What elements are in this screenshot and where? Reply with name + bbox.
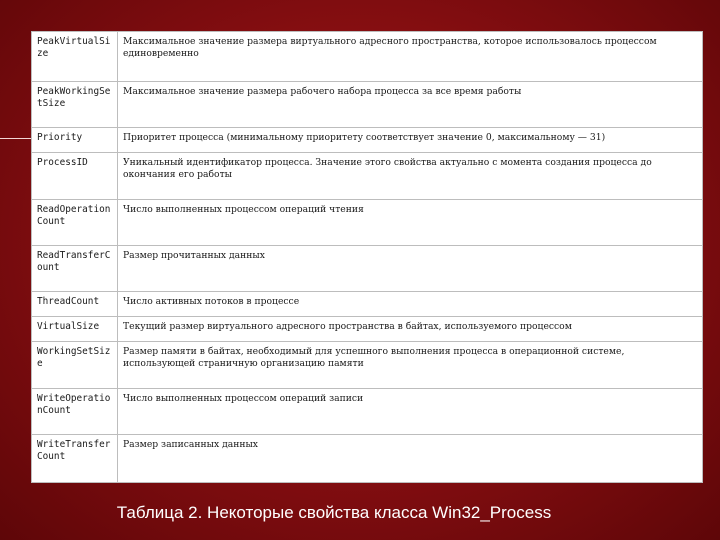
property-name-cell: ReadOperationCount (32, 200, 118, 246)
property-description-cell: Приоритет процесса (минимальному приоритету соответствует значение 0, максимальному — 31) (118, 128, 703, 153)
table-row (32, 317, 703, 342)
property-name-cell: PeakVirtualSize (32, 32, 118, 82)
table-row (32, 342, 703, 389)
properties-table (31, 31, 703, 483)
table-row (32, 128, 703, 153)
property-name-cell: Priority (32, 128, 118, 153)
property-description-cell: Число активных потоков в процессе (118, 292, 703, 317)
property-name-cell: ThreadCount (32, 292, 118, 317)
property-description-cell: Текущий размер виртуального адресного пространства в байтах, используемого процессом (118, 317, 703, 342)
property-description-cell: Максимальное значение размера рабочего набора процесса за все время работы (118, 82, 703, 128)
table-row (32, 82, 703, 128)
property-name-cell: ProcessID (32, 153, 118, 200)
table-row (32, 246, 703, 292)
property-name-cell: WriteTransferCount (32, 435, 118, 483)
table-row (32, 200, 703, 246)
property-name-cell: PeakWorkingSetSize (32, 82, 118, 128)
property-description-cell: Максимальное значение размера виртуального адресного пространства, которое использовалось процессом единовременно (118, 32, 703, 82)
property-description-cell: Число выполненных процессом операций чтения (118, 200, 703, 246)
table-row (32, 32, 703, 82)
property-name-cell: WorkingSetSize (32, 342, 118, 389)
table-row (32, 389, 703, 435)
property-name-cell: ReadTransferCount (32, 246, 118, 292)
property-description-cell: Размер записанных данных (118, 435, 703, 483)
property-description-cell: Размер прочитанных данных (118, 246, 703, 292)
property-name-cell: WriteOperationCount (32, 389, 118, 435)
property-name-cell: VirtualSize (32, 317, 118, 342)
table-row (32, 292, 703, 317)
table-row (32, 153, 703, 200)
property-description-cell: Число выполненных процессом операций записи (118, 389, 703, 435)
table-caption: Таблица 2. Некоторые свойства класса Win32_Process (116, 503, 552, 522)
property-description-cell: Размер памяти в байтах, необходимый для успешного выполнения процесса в операционной системе, использующей страничную организацию памяти (118, 342, 703, 389)
table-row (32, 435, 703, 483)
property-description-cell: Уникальный идентификатор процесса. Значение этого свойства актуально с момента создания процесса до окончания его работы (118, 153, 703, 200)
